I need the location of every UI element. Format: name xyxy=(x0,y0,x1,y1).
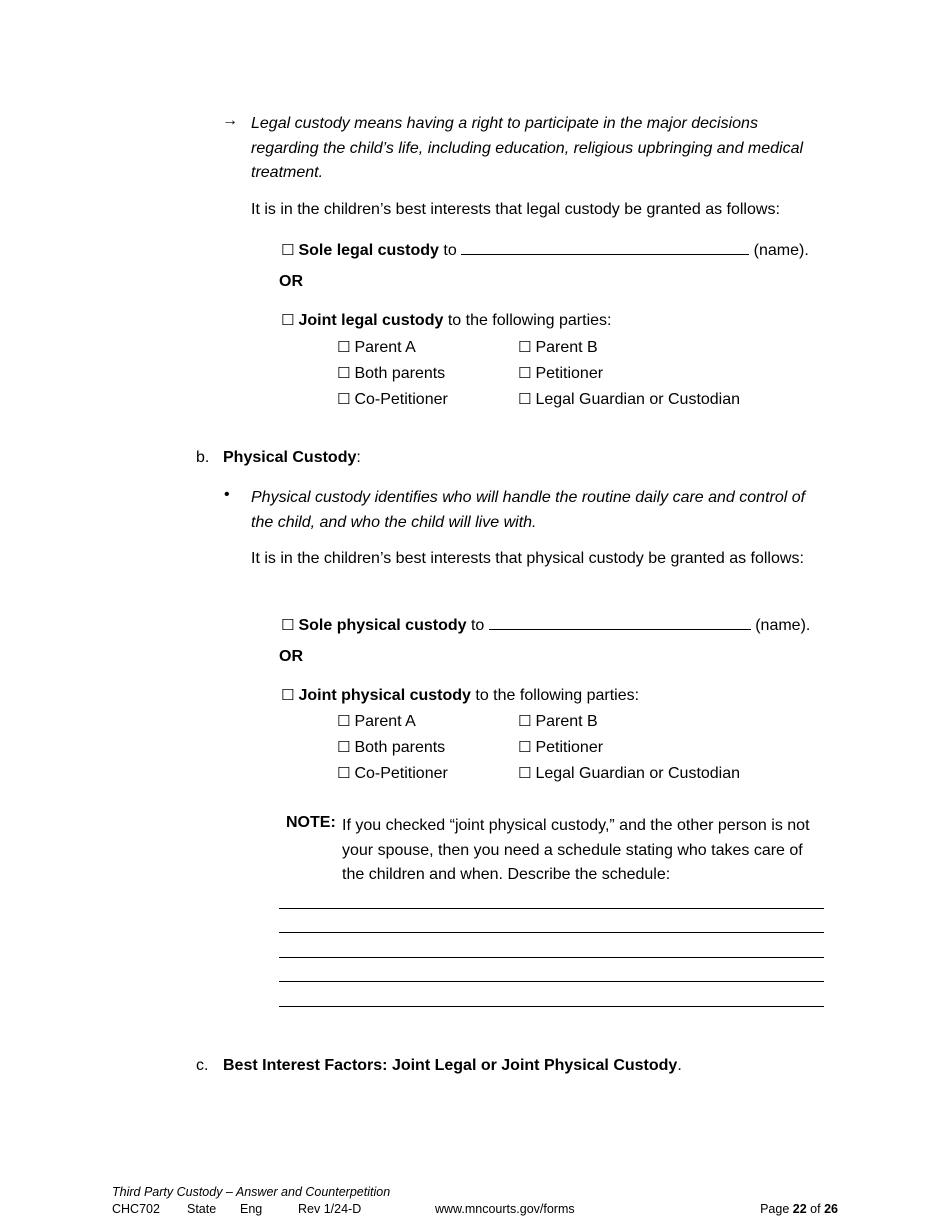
physical-option-parent-b[interactable] xyxy=(518,712,598,731)
legal-option-guardian[interactable] xyxy=(518,390,740,409)
physical-custody-definition: Physical custody identifies who will handle the routine daily care and control of the child, and who the child will live with. xyxy=(251,489,806,531)
page-total: 26 xyxy=(824,1202,838,1216)
option-label: Parent B xyxy=(535,713,598,730)
joint-physical-custody-label: Joint physical custody xyxy=(298,687,471,704)
sole-physical-to: to xyxy=(470,617,485,634)
option-label: Legal Guardian or Custodian xyxy=(535,765,741,782)
note-label: NOTE: xyxy=(286,814,336,831)
physical-custody-heading-colon: : xyxy=(356,449,361,466)
page-of: of xyxy=(810,1202,821,1216)
checkbox[interactable]: ☐ xyxy=(518,738,532,756)
schedule-line-4[interactable] xyxy=(279,981,824,982)
sole-legal-custody-label: Sole legal custody xyxy=(298,242,439,259)
checkbox[interactable]: ☐ xyxy=(518,390,532,408)
physical-custody-heading xyxy=(223,449,361,467)
physical-option-co-petitioner[interactable] xyxy=(337,764,448,783)
option-label: Legal Guardian or Custodian xyxy=(535,391,741,408)
joint-legal-custody-row xyxy=(281,311,611,330)
option-label: Petitioner xyxy=(535,365,604,382)
option-label: Both parents xyxy=(354,365,446,382)
joint-legal-custody-label: Joint legal custody xyxy=(298,312,444,329)
page-label: Page xyxy=(760,1202,790,1216)
sole-legal-custody-row xyxy=(281,236,809,260)
schedule-line-1[interactable] xyxy=(279,908,824,909)
checkbox[interactable]: ☐ xyxy=(518,338,532,356)
sole-legal-custody-checkbox[interactable]: ☐ xyxy=(281,241,295,259)
option-label: Co-Petitioner xyxy=(354,765,448,782)
checkbox[interactable]: ☐ xyxy=(518,764,532,782)
sole-physical-name-suffix: (name). xyxy=(755,617,811,634)
checkbox[interactable]: ☐ xyxy=(337,390,351,408)
physical-option-petitioner[interactable] xyxy=(518,738,603,757)
legal-option-both-parents[interactable] xyxy=(337,364,445,383)
physical-option-guardian[interactable] xyxy=(518,764,740,783)
joint-legal-custody-checkbox[interactable]: ☐ xyxy=(281,311,295,329)
option-label: Parent A xyxy=(354,713,416,730)
physical-option-both-parents[interactable] xyxy=(337,738,445,757)
sole-legal-to: to xyxy=(443,242,457,259)
option-label: Petitioner xyxy=(535,739,604,756)
option-label: Both parents xyxy=(354,739,446,756)
page-current: 22 xyxy=(792,1202,807,1216)
checkbox[interactable]: ☐ xyxy=(337,338,351,356)
option-label: Parent A xyxy=(354,339,416,356)
legal-or-label: OR xyxy=(279,273,303,290)
sole-legal-name-field[interactable] xyxy=(461,236,749,255)
physical-custody-intro: It is in the children’s best interests that physical custody be granted as follows: xyxy=(251,550,804,567)
checkbox[interactable]: ☐ xyxy=(337,712,351,730)
bullet-icon: • xyxy=(224,486,230,503)
sole-legal-name-suffix: (name). xyxy=(753,242,809,259)
best-interest-heading-period: . xyxy=(677,1057,682,1074)
legal-custody-definition: Legal custody means having a right to participate in the major decisions regarding the child’s life, including education, religious upbringing and medical treatment. xyxy=(251,115,804,181)
footer-url[interactable]: www.mncourts.gov/forms xyxy=(435,1202,575,1216)
joint-legal-custody-suffix: to the following parties: xyxy=(447,312,612,329)
checkbox[interactable]: ☐ xyxy=(337,364,351,382)
joint-physical-custody-checkbox[interactable]: ☐ xyxy=(281,686,295,704)
joint-physical-custody-suffix: to the following parties: xyxy=(475,687,640,704)
best-interest-letter: c. xyxy=(196,1057,209,1074)
schedule-line-3[interactable] xyxy=(279,957,824,958)
option-label: Parent B xyxy=(535,339,598,356)
checkbox[interactable]: ☐ xyxy=(518,712,532,730)
checkbox[interactable]: ☐ xyxy=(337,764,351,782)
footer-form-title: Third Party Custody – Answer and Counterpetition xyxy=(112,1185,391,1199)
schedule-line-5[interactable] xyxy=(279,1006,824,1007)
arrow-icon: → xyxy=(222,112,238,129)
physical-custody-letter: b. xyxy=(196,449,210,466)
physical-or-label: OR xyxy=(279,648,303,665)
joint-physical-custody-row xyxy=(281,686,639,705)
option-label: Co-Petitioner xyxy=(354,391,448,408)
sole-physical-custody-label: Sole physical custody xyxy=(298,617,467,634)
checkbox[interactable]: ☐ xyxy=(337,738,351,756)
best-interest-heading xyxy=(223,1057,682,1075)
schedule-line-2[interactable] xyxy=(279,932,824,933)
sole-physical-custody-checkbox[interactable]: ☐ xyxy=(281,616,295,634)
sole-physical-custody-row xyxy=(281,611,810,635)
legal-option-co-petitioner[interactable] xyxy=(337,390,448,409)
footer-language: Eng xyxy=(240,1202,263,1216)
footer-page-number xyxy=(760,1202,838,1216)
best-interest-heading-text: Best Interest Factors: Joint Legal or Joint Physical Custody xyxy=(223,1057,678,1074)
note-text: If you checked “joint physical custody,” and the other person is not your spouse, then you need a schedule stating who takes care of the children and when. Describe the schedule: xyxy=(342,817,810,883)
footer-form-code: CHC702 xyxy=(112,1202,160,1216)
footer-revision: Rev 1/24-D xyxy=(298,1202,362,1216)
physical-custody-heading-text: Physical Custody xyxy=(223,449,357,466)
sole-physical-name-field[interactable] xyxy=(489,611,751,630)
physical-option-parent-a[interactable] xyxy=(337,712,416,731)
legal-custody-intro: It is in the children’s best interests that legal custody be granted as follows: xyxy=(251,201,780,218)
footer-jurisdiction: State xyxy=(187,1202,217,1216)
legal-option-parent-b[interactable] xyxy=(518,338,598,357)
legal-option-parent-a[interactable] xyxy=(337,338,416,357)
legal-option-petitioner[interactable] xyxy=(518,364,603,383)
checkbox[interactable]: ☐ xyxy=(518,364,532,382)
